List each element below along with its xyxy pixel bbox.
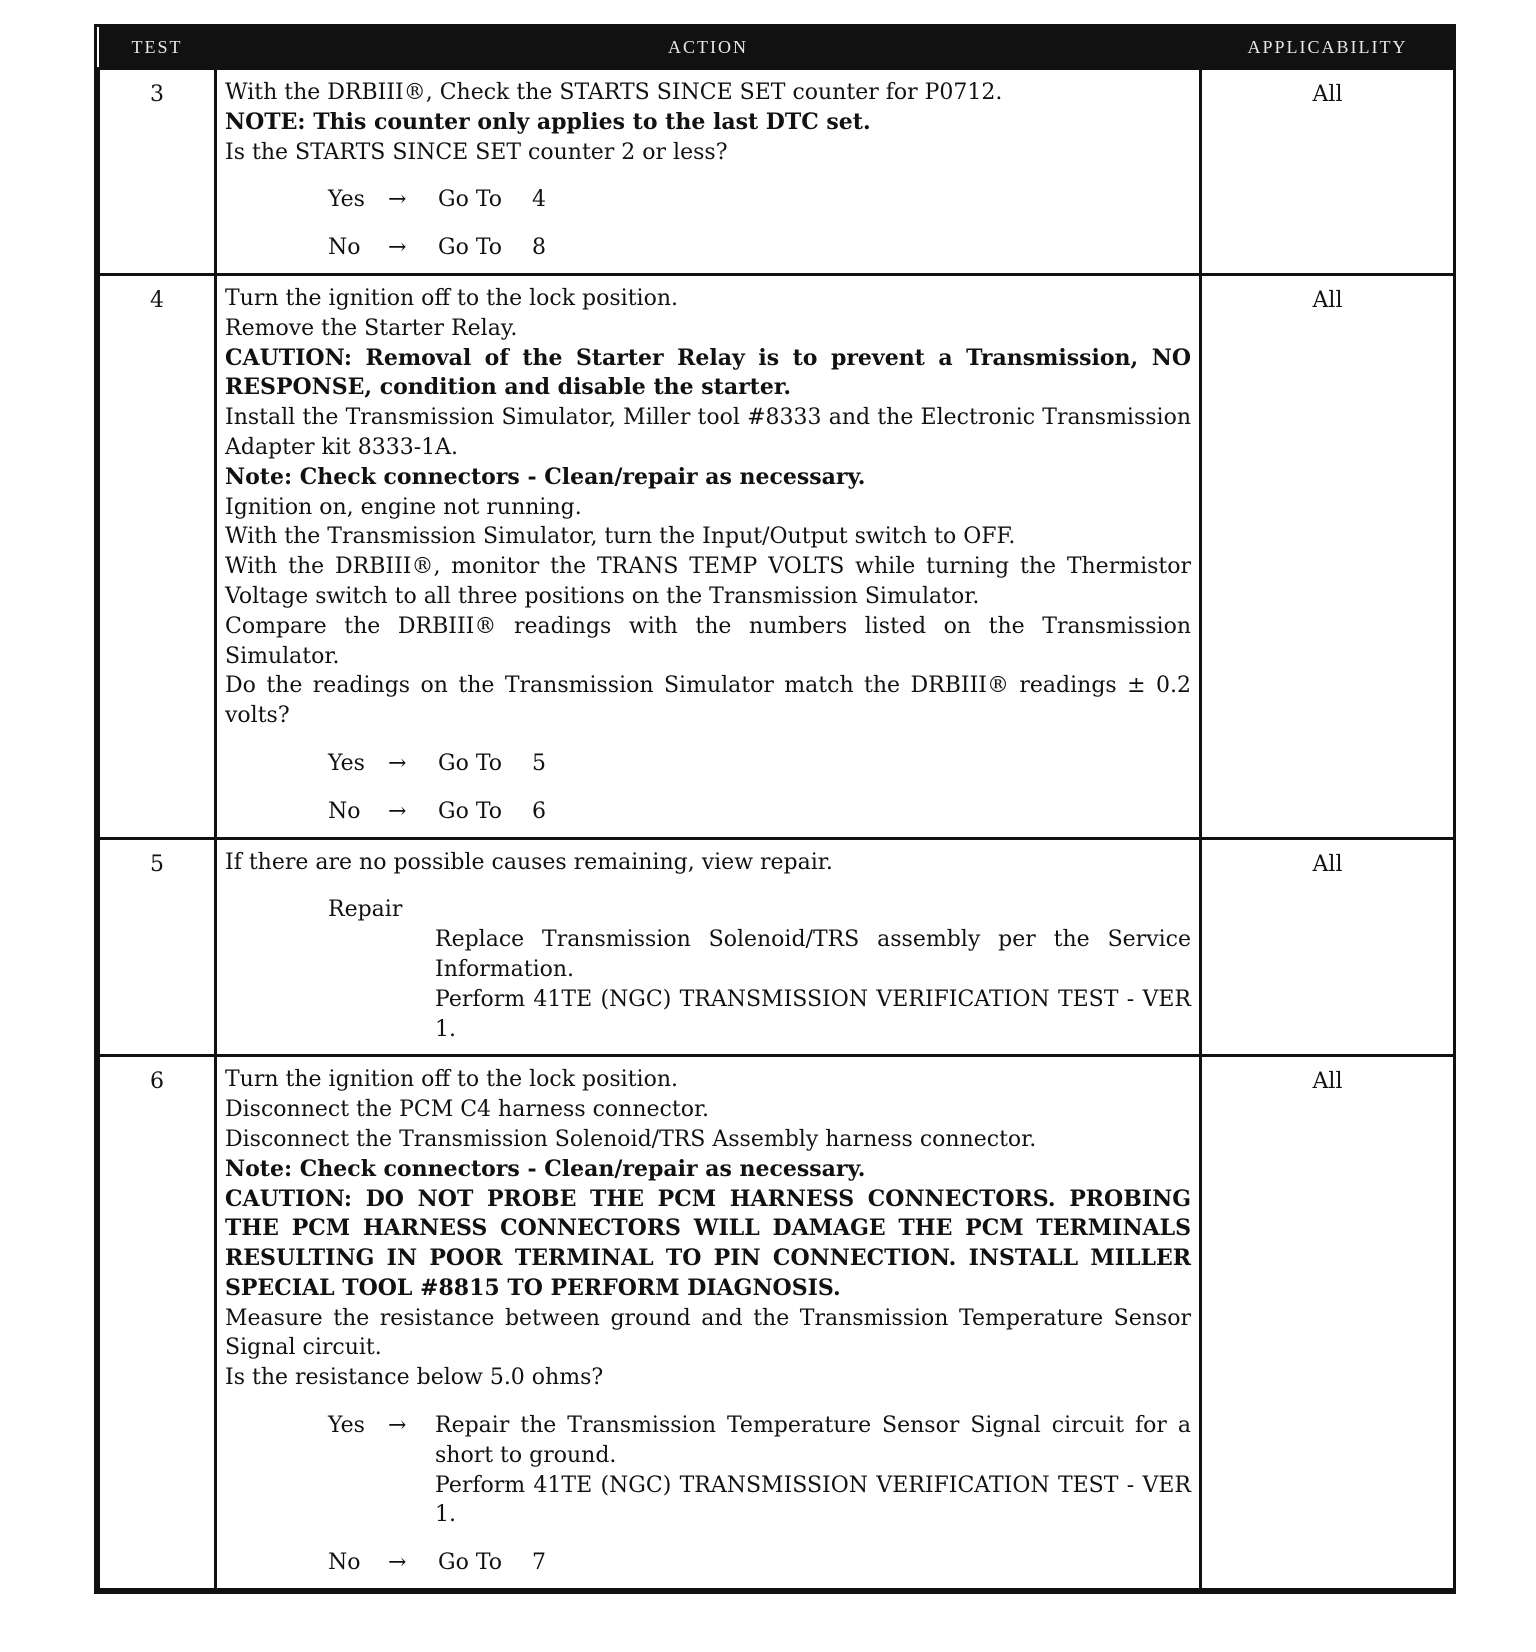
action-line: Install the Transmission Simulator, Miller tool #8333 and the Electronic Transmission Adapter kit 8333-1A. [225,405,1191,460]
diagnostic-test-table [94,24,1456,1594]
arrow-right-icon: → [388,750,407,776]
action-caution: CAUTION: Removal of the Starter Relay is to prevent a Transmission, NO RESPONSE, condition and disable the starter. [225,344,1191,401]
yes-label: Yes [328,187,365,213]
no-branch [328,797,1191,827]
no-branch [328,233,1191,263]
test-number: 4 [99,274,216,838]
header-test: TEST [99,27,216,69]
no-label: No [328,235,361,261]
table-row-test-3 [99,69,1455,275]
action-line: Remove the Starter Relay. [225,315,518,341]
yes-action [435,1411,1191,1530]
action-line: Measure the resistance between ground and the Transmission Temperature Sensor Signal circuit. [225,1305,1191,1361]
action-line: Disconnect the Transmission Solenoid/TRS Assembly harness connector. [225,1126,1037,1152]
yes-action-line: Perform 41TE (NGC) TRANSMISSION VERIFICATION TEST - VER 1. [435,1472,1191,1528]
action-cell [216,838,1201,1056]
goto-label: Go To [438,750,503,776]
arrow-right-icon: → [388,1550,407,1576]
table-header-row [99,27,1455,69]
action-line: Ignition on, engine not running. [225,494,582,520]
applicability-cell: All [1201,838,1455,1056]
test-number: 5 [99,838,216,1056]
goto-label: Go To [438,187,503,213]
yes-label: Yes [328,750,365,776]
test-number: 6 [99,1056,216,1590]
action-line: If there are no possible causes remaining, view repair. [225,849,833,875]
goto-target: 5 [532,750,546,776]
yes-action-line: Repair the Transmission Temperature Sensor Signal circuit for a short to ground. [435,1413,1191,1468]
repair-line: Replace Transmission Solenoid/TRS assembly per the Service Information. [435,927,1191,982]
yes-label: Yes [328,1413,365,1439]
applicability-cell: All [1201,274,1455,838]
goto-label: Go To [438,1550,503,1576]
repair-line: Perform 41TE (NGC) TRANSMISSION VERIFICATION TEST - VER 1. [435,986,1191,1042]
header-action: ACTION [216,27,1201,69]
goto-label: Go To [438,235,503,261]
header-applicability: APPLICABILITY [1201,27,1455,69]
yes-branch [328,749,1191,779]
action-question: Is the resistance below 5.0 ohms? [225,1365,604,1391]
no-label: No [328,798,361,824]
table-row-test-5 [99,838,1455,1056]
action-line: With the DRBIII®, Check the STARTS SINCE SET counter for P0712. [225,80,1003,105]
test-number: 3 [99,69,216,275]
table-row-test-6 [99,1056,1455,1590]
action-line: With the Transmission Simulator, turn the Input/Output switch to OFF. [225,524,1016,550]
action-line: Disconnect the PCM C4 harness connector. [225,1097,710,1123]
goto-target: 6 [532,798,546,824]
action-line: Turn the ignition off to the lock position. [225,1067,678,1093]
table-row-test-4 [99,274,1455,838]
repair-label: Repair [328,897,403,923]
action-note: Note: Check connectors - Clean/repair as necessary. [225,463,866,490]
action-note: Note: Check connectors - Clean/repair as necessary. [225,1155,866,1182]
arrow-right-icon: → [388,235,407,261]
no-label: No [328,1550,361,1576]
action-note: NOTE: This counter only applies to the last DTC set. [225,108,871,135]
goto-label: Go To [438,798,503,824]
arrow-right-icon: → [388,798,407,824]
action-line: Compare the DRBIII® readings with the numbers listed on the Transmission Simulator. [225,613,1191,669]
applicability-cell: All [1201,1056,1455,1590]
goto-target: 8 [532,235,546,261]
arrow-right-icon: → [388,187,407,213]
action-cell [216,1056,1201,1590]
no-branch [328,1548,1191,1578]
action-caution: CAUTION: DO NOT PROBE THE PCM HARNESS CONNECTORS. PROBING THE PCM HARNESS CONNECTORS WILL DAMAGE THE PCM TERMINALS RESULTING IN POOR TERMINAL TO PIN CONNECTION. INSTALL MILLER SPECIAL TOOL #8815 TO PERFORM DIAGNOSIS. [225,1185,1191,1301]
applicability-cell: All [1201,69,1455,275]
arrow-right-icon: → [388,1413,407,1439]
action-cell [216,69,1201,275]
action-question: Is the STARTS SINCE SET counter 2 or less? [225,139,728,165]
goto-target: 7 [532,1550,546,1576]
test-table [97,27,1456,1591]
action-line: Turn the ignition off to the lock position. [225,285,678,311]
action-line: With the DRBIII®, monitor the TRANS TEMP VOLTS while turning the Thermistor Voltage switch to all three positions on the Transmission Simulator. [225,554,1191,609]
repair-body [435,925,1191,1044]
action-cell [216,274,1201,838]
action-question: Do the readings on the Transmission Simulator match the DRBIII® readings ± 0.2 volts? [225,673,1191,729]
goto-target: 4 [532,187,546,213]
yes-branch [328,1411,1191,1530]
yes-branch [328,185,1191,215]
